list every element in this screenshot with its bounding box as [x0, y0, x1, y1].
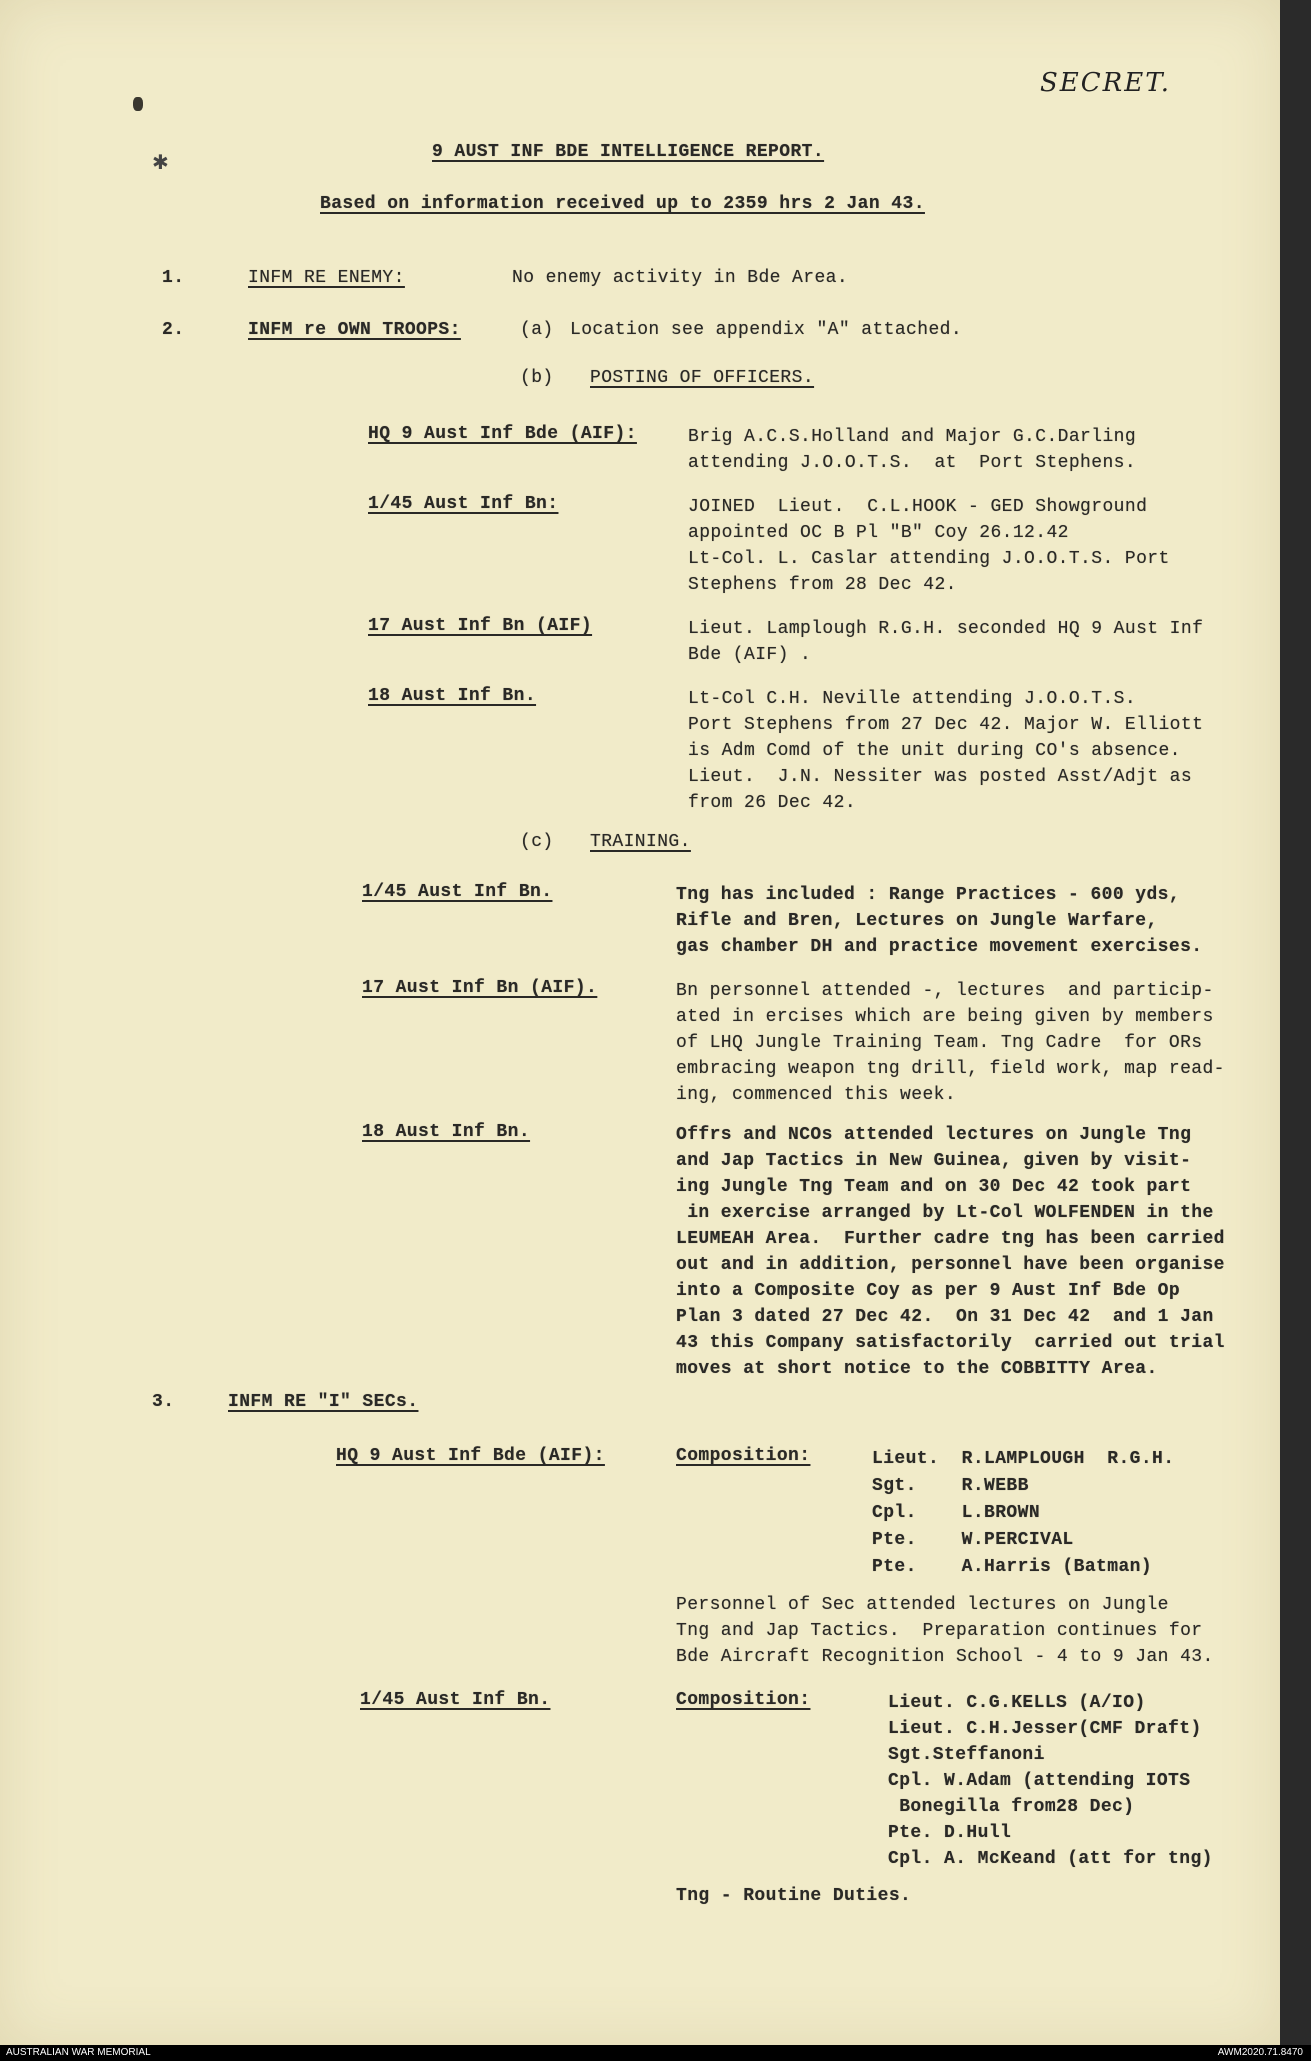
section-2a-text: Location see appendix "A" attached.: [570, 320, 963, 340]
posting-unit-18bn: 18 Aust Inf Bn.: [368, 686, 537, 706]
training-unit-18bn: 18 Aust Inf Bn.: [362, 1122, 531, 1142]
training-text-17bn: Bn personnel attended -, lectures and particip- ated in ercises which are being given by members of LHQ Jungle Training Team. Tng Cadre for ORs embracing weapon tng drill, field work, map read- ing, commenced this week.: [676, 981, 1225, 1105]
posting-unit-145bn: 1/45 Aust Inf Bn:: [368, 494, 559, 514]
isec-bn-note: Tng - Routine Duties.: [676, 1886, 912, 1906]
section-3-heading: INFM RE "I" SECs.: [228, 1392, 419, 1412]
section-1-heading: INFM RE ENEMY:: [248, 268, 405, 288]
training-text-18bn: Offrs and NCOs attended lectures on Jungle Tng and Jap Tactics in New Guinea, given by visit- ing Jungle Tng Team and on 30 Dec 42 took part in exercise arranged by Lt-Col WOLFENDEN in the LEUMEAH Area. Further cadre tng has been carried out and in addition, personnel have been organise into a Composite Coy as per 9 Aust Inf Bde Op Plan 3 dated 27 Dec 42. On 31 Dec 42 and 1 Jan 43 this Company satisfactorily carried out trial moves at short notice to the COBBITTY Area.: [676, 1125, 1225, 1379]
posting-text-145bn: JOINED Lieut. C.L.HOOK - GED Showground appointed OC B Pl "B" Coy 26.12.42 Lt-Col. L. Caslar attending J.O.O.T.S. Port Stephens from 28 Dec 42.: [688, 497, 1170, 595]
footer-bar: [0, 2045, 1311, 2061]
section-2-number: 2.: [162, 320, 185, 340]
scan-edge: [1280, 0, 1311, 2045]
training-text-145bn: Tng has included : Range Practices - 600 yds, Rifle and Bren, Lectures on Jungle Warfare, gas chamber DH and practice movement exercises.: [676, 885, 1203, 957]
footer-accession: AWM2020.71.8470: [1217, 2047, 1303, 2058]
punch-hole: [133, 97, 143, 111]
section-2c-heading: TRAINING.: [590, 832, 691, 852]
section-3-number: 3.: [152, 1392, 175, 1412]
secret-stamp: SECRET.: [1040, 68, 1172, 98]
section-2b-label: (b): [520, 368, 554, 388]
isec-hq-composition-label: Composition:: [676, 1446, 811, 1466]
posting-text-18bn: Lt-Col C.H. Neville attending J.O.O.T.S. Port Stephens from 27 Dec 42. Major W. Elliott is Adm Comd of the unit during CO's absence. Lieut. J.N. Nessiter was posted Asst/Adjt as from 26 Dec 42.: [688, 689, 1204, 813]
section-2b-heading: POSTING OF OFFICERS.: [590, 368, 815, 388]
training-unit-145bn: 1/45 Aust Inf Bn.: [362, 882, 553, 902]
posting-text-hq: Brig A.C.S.Holland and Major G.C.Darling attending J.O.O.T.S. at Port Stephens.: [688, 427, 1137, 473]
isec-bn-composition: Lieut. C.G.KELLS (A/IO) Lieut. C.H.Jesser(CMF Draft) Sgt.Steffanoni Cpl. W.Adam (attending IOTS Bonegilla from28 Dec) Pte. D.Hull Cpl. A. McKeand (att for tng): [888, 1693, 1213, 1869]
posting-unit-17bn: 17 Aust Inf Bn (AIF): [368, 616, 593, 636]
posting-unit-hq: HQ 9 Aust Inf Bde (AIF):: [368, 424, 637, 444]
isec-bn-composition-label: Composition:: [676, 1690, 811, 1710]
training-unit-17bn: 17 Aust Inf Bn (AIF).: [362, 978, 598, 998]
section-2a-label: (a): [520, 320, 554, 340]
isec-hq-note: Personnel of Sec attended lectures on Jungle Tng and Jap Tactics. Preparation continues for Bde Aircraft Recognition School - 4 to 9 Jan 43.: [676, 1595, 1214, 1667]
isec-unit-145bn: 1/45 Aust Inf Bn.: [360, 1690, 551, 1710]
report-title: 9 AUST INF BDE INTELLIGENCE REPORT.: [432, 142, 825, 162]
report-subtitle: Based on information received up to 2359 hrs 2 Jan 43.: [320, 194, 925, 214]
footer-source: AUSTRALIAN WAR MEMORIAL: [6, 2047, 151, 2058]
posting-text-17bn: Lieut. Lamplough R.G.H. seconded HQ 9 Aust Inf Bde (AIF) .: [688, 619, 1204, 665]
section-2c-label: (c): [520, 832, 554, 852]
isec-hq-composition: Lieut. R.LAMPLOUGH R.G.H. Sgt. R.WEBB Cpl. L.BROWN Pte. W.PERCIVAL Pte. A.Harris (Batman): [872, 1449, 1175, 1577]
ink-mark: ✱: [152, 150, 169, 174]
section-2-heading: INFM re OWN TROOPS:: [248, 320, 461, 340]
section-1-number: 1.: [162, 268, 185, 288]
section-1-text: No enemy activity in Bde Area.: [512, 268, 849, 288]
isec-unit-hq: HQ 9 Aust Inf Bde (AIF):: [336, 1446, 605, 1466]
